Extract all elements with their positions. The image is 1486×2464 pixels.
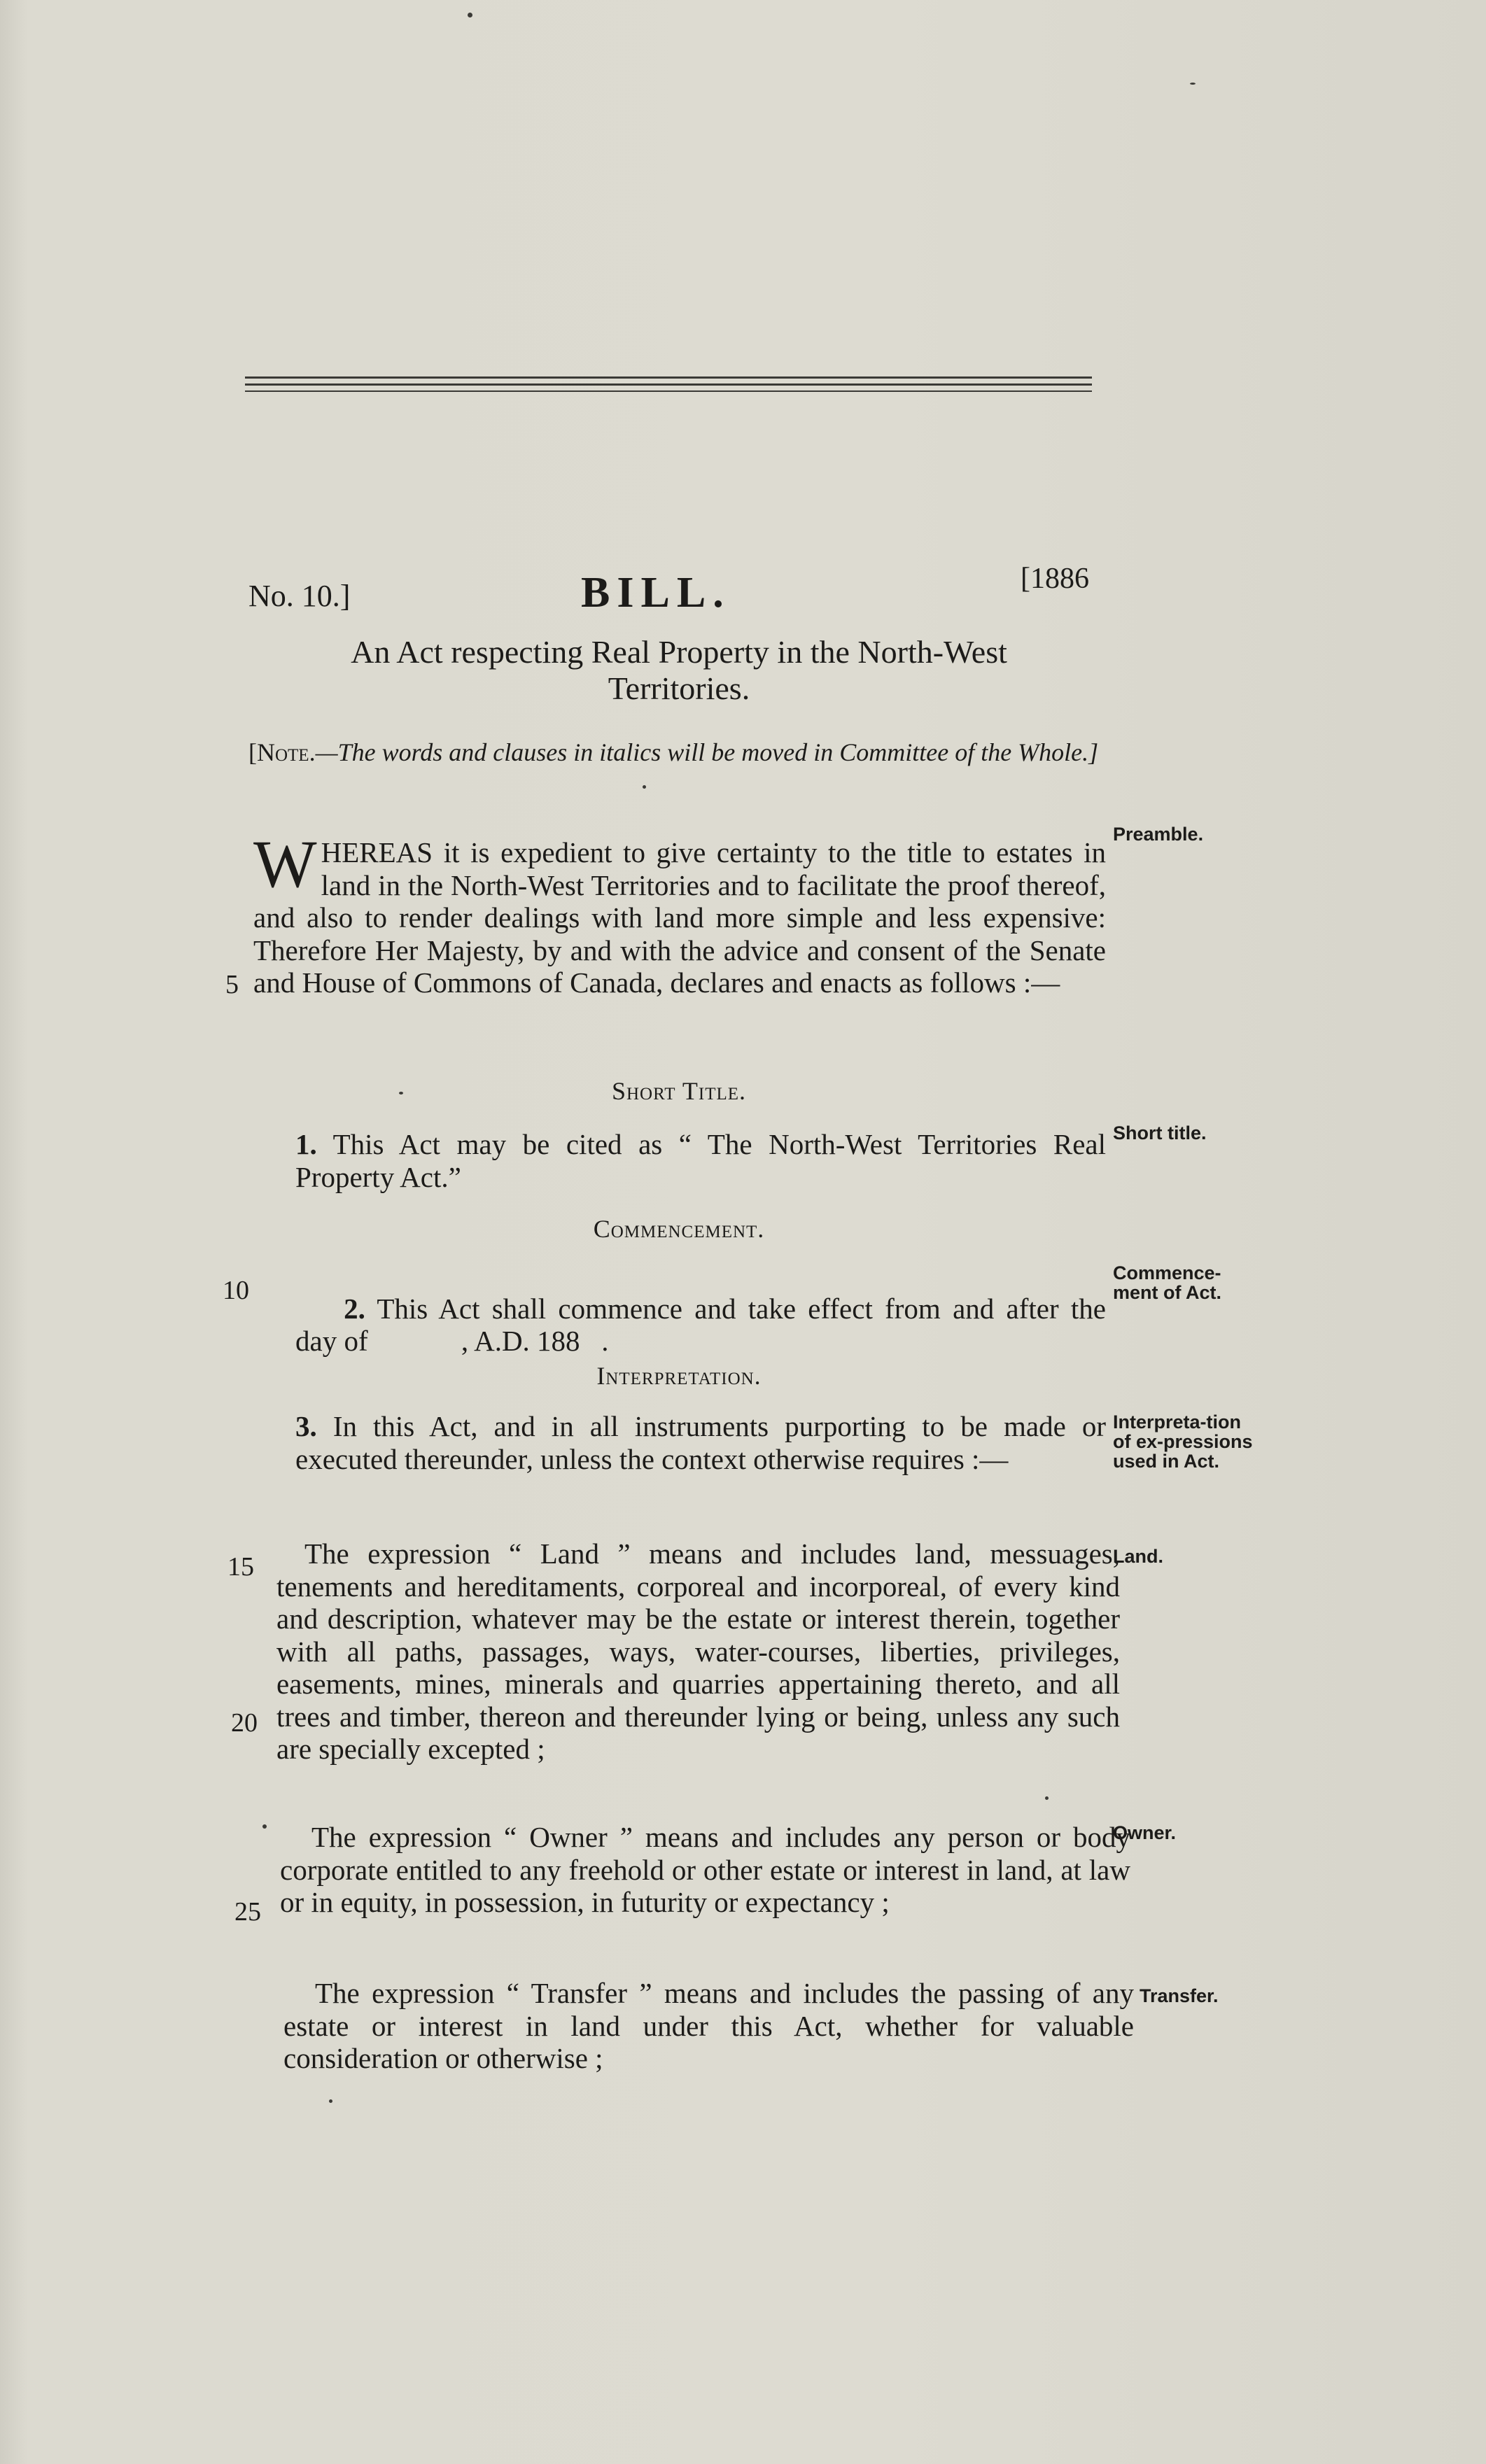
line-number-10: 10 [223, 1276, 249, 1305]
paper-speck [329, 2099, 332, 2103]
paper-speck [262, 1824, 267, 1829]
preamble-paragraph [253, 826, 1106, 999]
definition-owner: The expression “ Owner ” means and includes any person or body corporate entitled to any freehold or other estate or interest in land, at law or in equity, in possession, in futurity or expectancy ; [280, 1821, 1130, 1918]
section-1 [253, 1128, 1106, 1193]
preamble-dropcap: W [253, 826, 317, 901]
bill-number: No. 10.] [248, 579, 351, 613]
line-number-15: 15 [227, 1552, 254, 1582]
section-3-number: 3. [295, 1410, 317, 1442]
heading-interpretation: Interpretation. [596, 1362, 762, 1390]
marginal-note-commencement: Commence-ment of Act. [1113, 1262, 1221, 1303]
paper-speck [1190, 83, 1196, 85]
heading-commencement: Commencement. [593, 1215, 765, 1243]
act-title-line-2: Territories. [608, 670, 750, 706]
marginal-note-preamble: Preamble. [1113, 824, 1204, 845]
paper-speck [1045, 1796, 1049, 1800]
marginal-note-transfer: Transfer. [1140, 1985, 1219, 2006]
definition-transfer: The expression “ Transfer ” means and includes the passing of any estate or interest in land under this Act, whether for valuable consideration or otherwise ; [283, 1977, 1134, 2074]
bill-heading: BILL. [581, 569, 731, 617]
paper-speck [643, 785, 646, 789]
marginal-note-interpretation: Interpreta-tion of ex-pressions used in Act. [1113, 1411, 1253, 1472]
committee-note [248, 733, 1109, 771]
marginal-note-land: Land. [1113, 1546, 1163, 1567]
heading-short-title: Short Title. [611, 1077, 747, 1105]
section-1-number: 1. [295, 1128, 317, 1160]
header-rules [245, 376, 1092, 411]
paper-speck [468, 13, 472, 17]
note-lead: [Note. [248, 738, 316, 766]
paper-speck [399, 1092, 403, 1094]
section-2-number: 2. [344, 1292, 365, 1325]
act-title-line-1: An Act respecting Real Property in the North-West [351, 634, 1007, 670]
line-number-5: 5 [225, 970, 239, 999]
section-3 [253, 1410, 1106, 1475]
bill-year: [1886 [1021, 563, 1089, 595]
section-3-text: In this Act, and in all instruments purporting to be made or executed thereunder, unless the context otherwise requires :— [295, 1410, 1107, 1475]
note-text: —The words and clauses in italics will be moved in Committee of the Whole.] [315, 738, 1099, 766]
section-2-text: This Act shall commence and take effect from and after the day of , A.D. 188 . [295, 1292, 1156, 1357]
line-number-25: 25 [234, 1897, 261, 1927]
marginal-note-owner: Owner. [1113, 1822, 1177, 1843]
marginal-note-short-title: Short title. [1113, 1122, 1207, 1143]
preamble-text: HEREAS it is expedient to give certainty to the title to estates in land in the North-West Territories and to facilitate the proof thereof, and also to render dealings with land more simple and less expensive: Therefore Her Majesty, by and with the advice and consent of the Senate and House of Commons of Canada, declares and enacts as follows :— [253, 836, 1106, 999]
definition-land: The expression “ Land ” means and includes land, messuages, tenements and hereditaments, corporeal and incorporeal, of every kind and description, whatever may be the estate or interest therein, together with all paths, passages, ways, water-courses, liberties, privileges, easements, mines, minerals and quarries appertaining thereto, and all trees and timber, thereon and thereunder lying or being, unless any such are specially excepted ; [276, 1537, 1120, 1765]
section-1-text: This Act may be cited as “ The North-West Territories Real Property Act.” [295, 1128, 1106, 1193]
line-number-20: 20 [231, 1708, 258, 1738]
